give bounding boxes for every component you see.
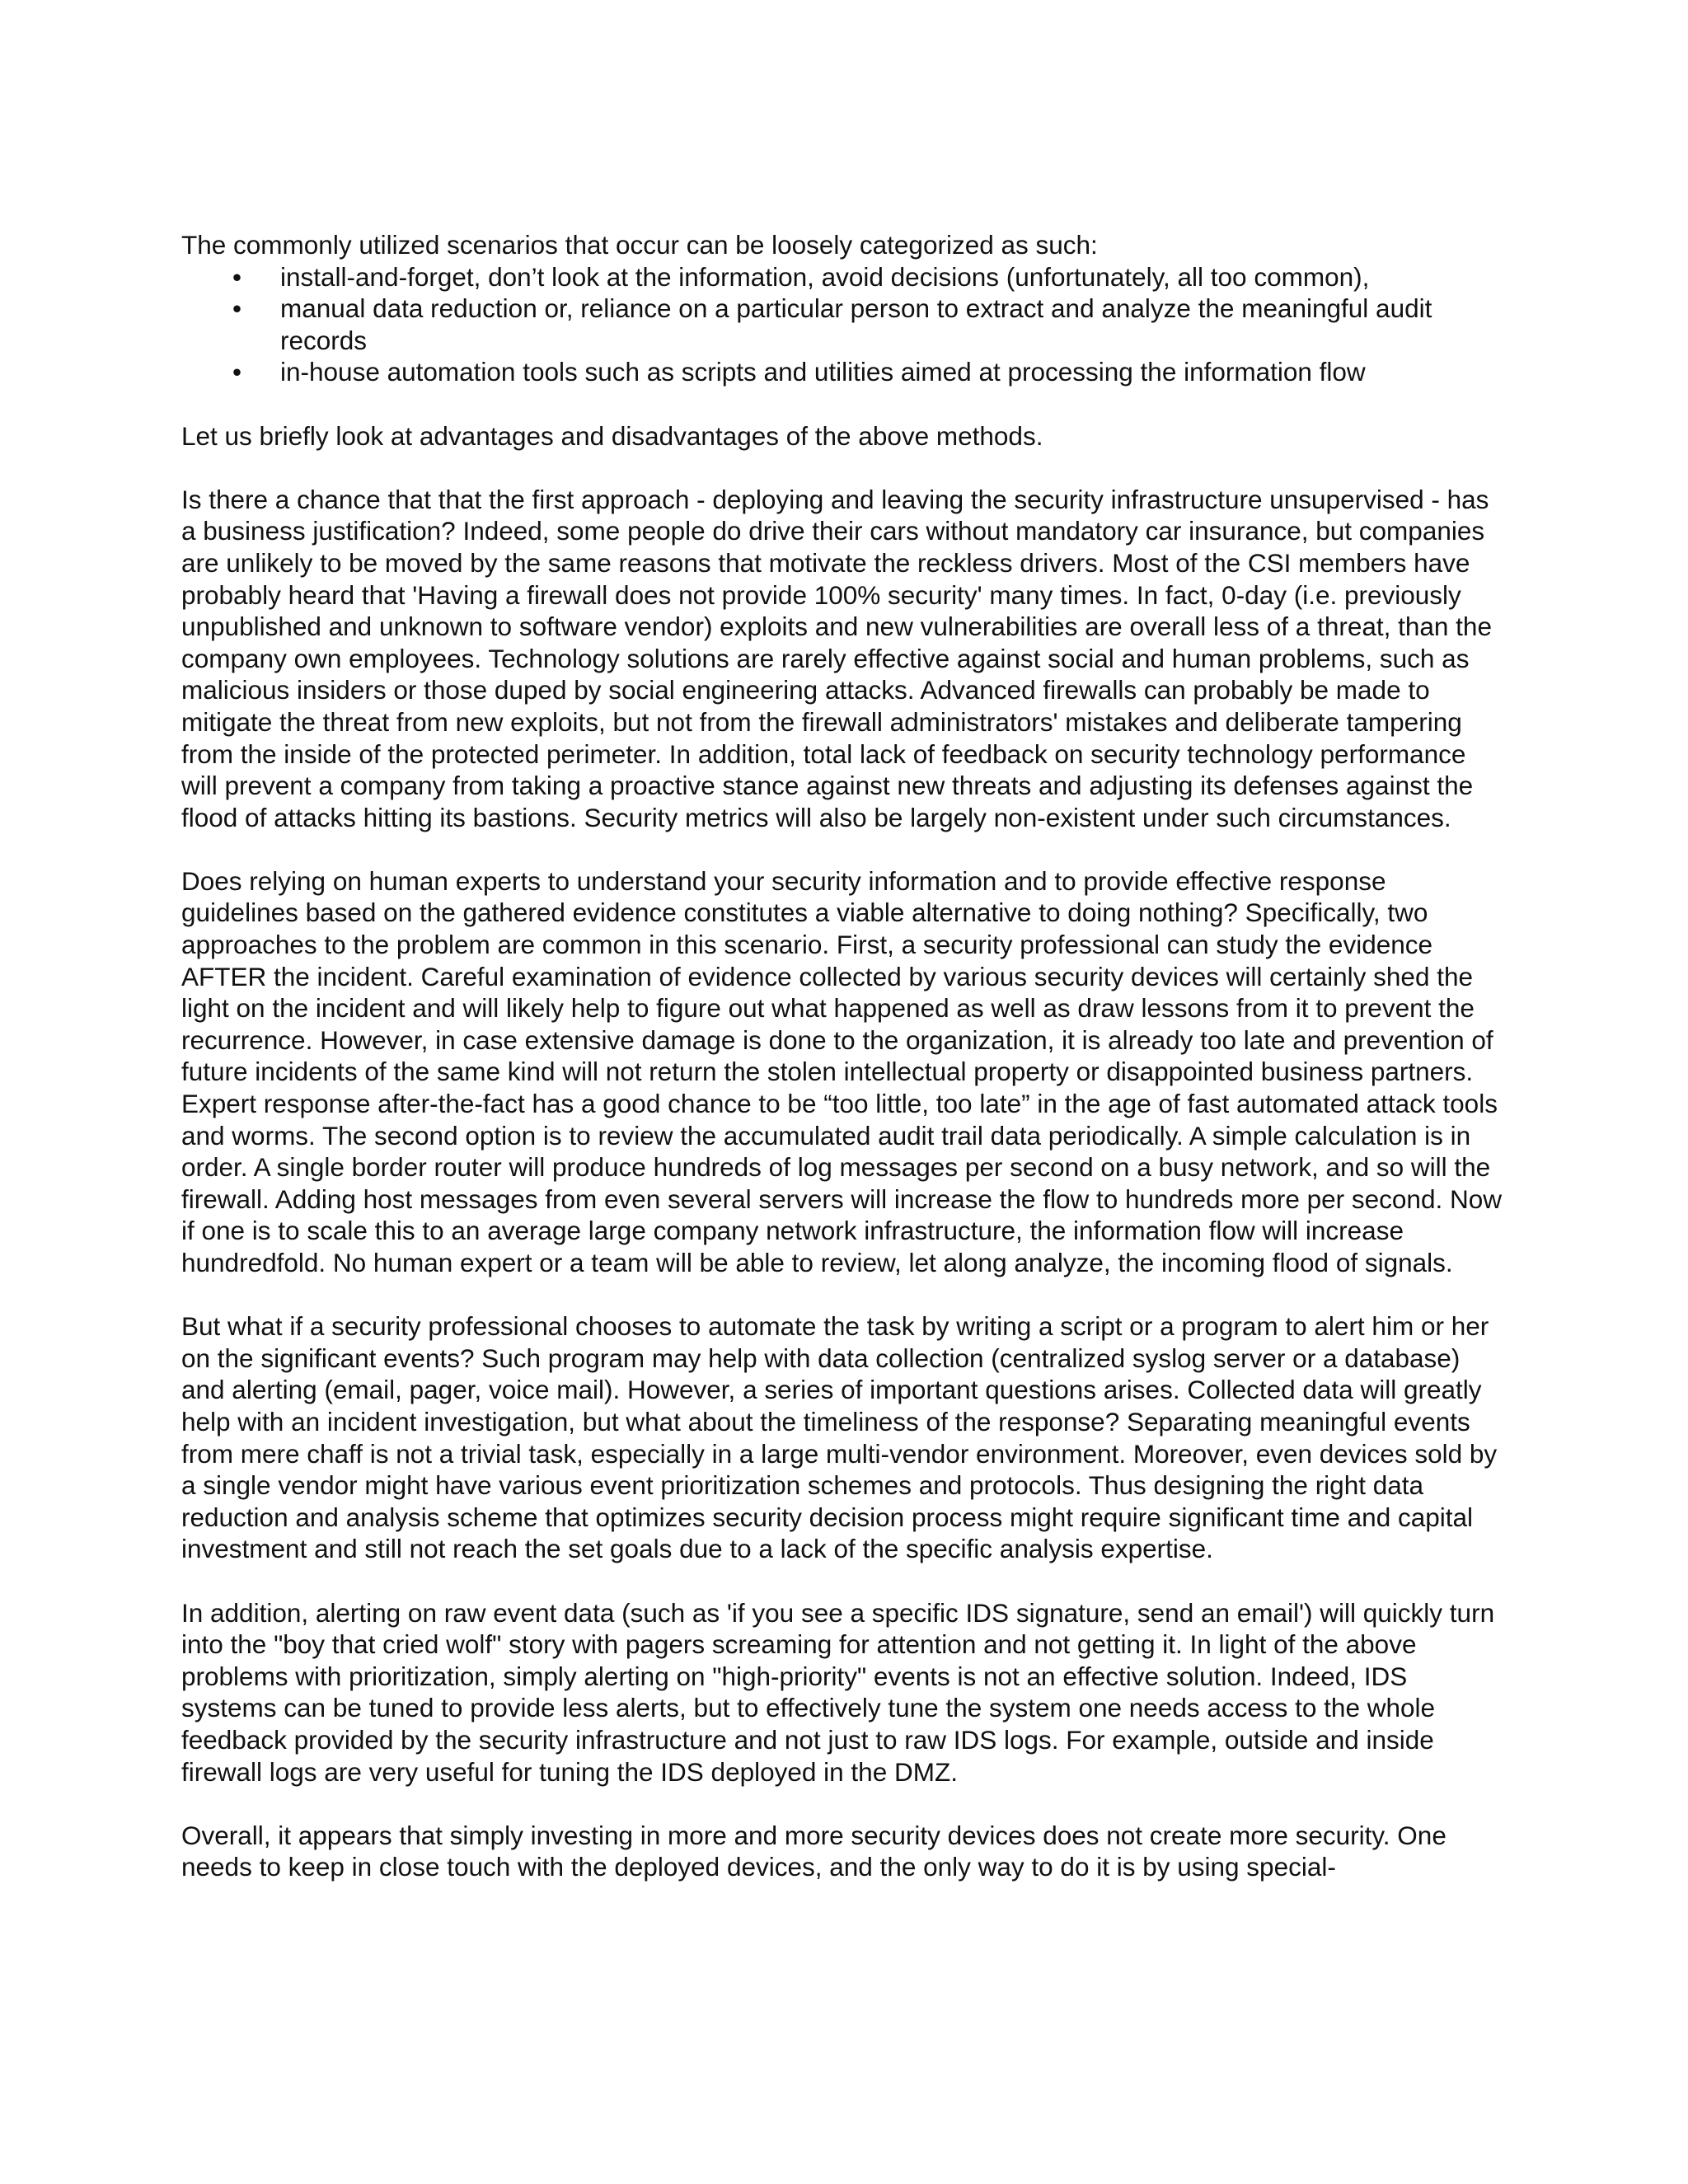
list-item: [181, 261, 1508, 293]
intro-paragraph: The commonly utilized scenarios that occur can be loosely categorized as such:: [181, 230, 1098, 260]
body-paragraph: In addition, alerting on raw event data (such as 'if you see a specific IDS signature, send an email') will quickly turn into the "boy that cried wolf" story with pagers screaming for attention and not getting it. In light of the above problems with prioritization, simply alerting on "high-priority" events is not an effective solution. Indeed, IDS systems can be tuned to provide less alerts, but to effectively tune the system one needs access to the whole feedback provided by the security infrastructure and not just to raw IDS logs. For example, outside and inside firewall logs are very useful for tuning the IDS deployed in the DMZ.: [181, 1597, 1495, 1787]
document-page: [181, 229, 1508, 1883]
bullet-icon: •: [232, 293, 242, 324]
list-item-text: manual data reduction or, reliance on a particular person to extract and analyze the meaningful audit records: [280, 293, 1432, 355]
body-paragraph: But what if a security professional chooses to automate the task by writing a script or a program to alert him or her on the significant events? Such program may help with data collection (centralized syslog server or a database) and alerting (email, pager, voice mail). However, a series of important questions arises. Collected data will greatly help with an incident investigation, but what about the timeliness of the response? Separating meaningful events from mere chaff is not a trivial task, especially in a large multi-vendor environment. Moreover, even devices sold by a single vendor might have various event prioritization schemes and protocols. Thus designing the right data reduction and analysis scheme that optimizes security decision process might require significant time and capital investment and still not reach the set goals due to a lack of the specific analysis expertise.: [181, 1311, 1498, 1564]
list-item: [181, 293, 1508, 356]
body-paragraph: Is there a chance that that the first approach - deploying and leaving the security infrastructure unsupervised - has a business justification? Indeed, some people do drive their cars without mandatory car insurance, but companies are unlikely to be moved by the same reasons that motivate the reckless drivers. Most of the CSI members have probably heard that 'Having a firewall does not provide 100% security' many times. In fact, 0-day (i.e. previously unpublished and unknown to software vendor) exploits and new vulnerabilities are overall less of a threat, than the company own employees. Technology solutions are rarely effective against social and human problems, such as malicious insiders or those duped by social engineering attacks. Advanced firewalls can probably be made to mitigate the threat from new exploits, but not from the firewall administrators' mistakes and deliberate tampering from the inside of the protected perimeter. In addition, total lack of feedback on security technology performance will prevent a company from taking a proactive stance against new threats and adjusting its defenses against the flood of attacks hitting its bastions. Security metrics will also be largely non-existent under such circumstances.: [181, 484, 1492, 832]
list-item-text: in-house automation tools such as scripts and utilities aimed at processing the information flow: [280, 357, 1366, 387]
bullet-icon: •: [232, 357, 242, 387]
list-item: [181, 356, 1508, 388]
list-item-text: install-and-forget, don’t look at the information, avoid decisions (unfortunately, all too common),: [280, 261, 1370, 292]
scenario-list: [181, 261, 1508, 388]
body-paragraph: Does relying on human experts to understand your security information and to provide effective response guidelines based on the gathered evidence constitutes a viable alternative to doing nothing? Specifically, two approaches to the problem are common in this scenario. First, a security professional can study the evidence AFTER the incident. Careful examination of evidence collected by various security devices will certainly shed the light on the incident and will likely help to figure out what happened as well as draw lessons from it to prevent the recurrence. However, in case extensive damage is done to the organization, it is already too late and prevention of future incidents of the same kind will not return the stolen intellectual property or disappointed business partners. Expert response after-the-fact has a good chance to be “too little, too late” in the age of fast automated attack tools and worms. The second option is to review the accumulated audit trail data periodically. A simple calculation is in order. A single border router will produce hundreds of log messages per second on a busy network, and so will the firewall. Adding host messages from even several servers will increase the flow to hundreds more per second. Now if one is to scale this to an average large company network infrastructure, the information flow will increase hundredfold. No human expert or a team will be able to review, let along analyze, the incoming flood of signals.: [181, 865, 1502, 1277]
bullet-icon: •: [232, 261, 242, 292]
body-paragraph: Overall, it appears that simply investing in more and more security devices does not create more security. One needs to keep in close touch with the deployed devices, and the only way to do it is by using special-: [181, 1820, 1447, 1882]
body-paragraph: Let us briefly look at advantages and disadvantages of the above methods.: [181, 420, 1043, 451]
